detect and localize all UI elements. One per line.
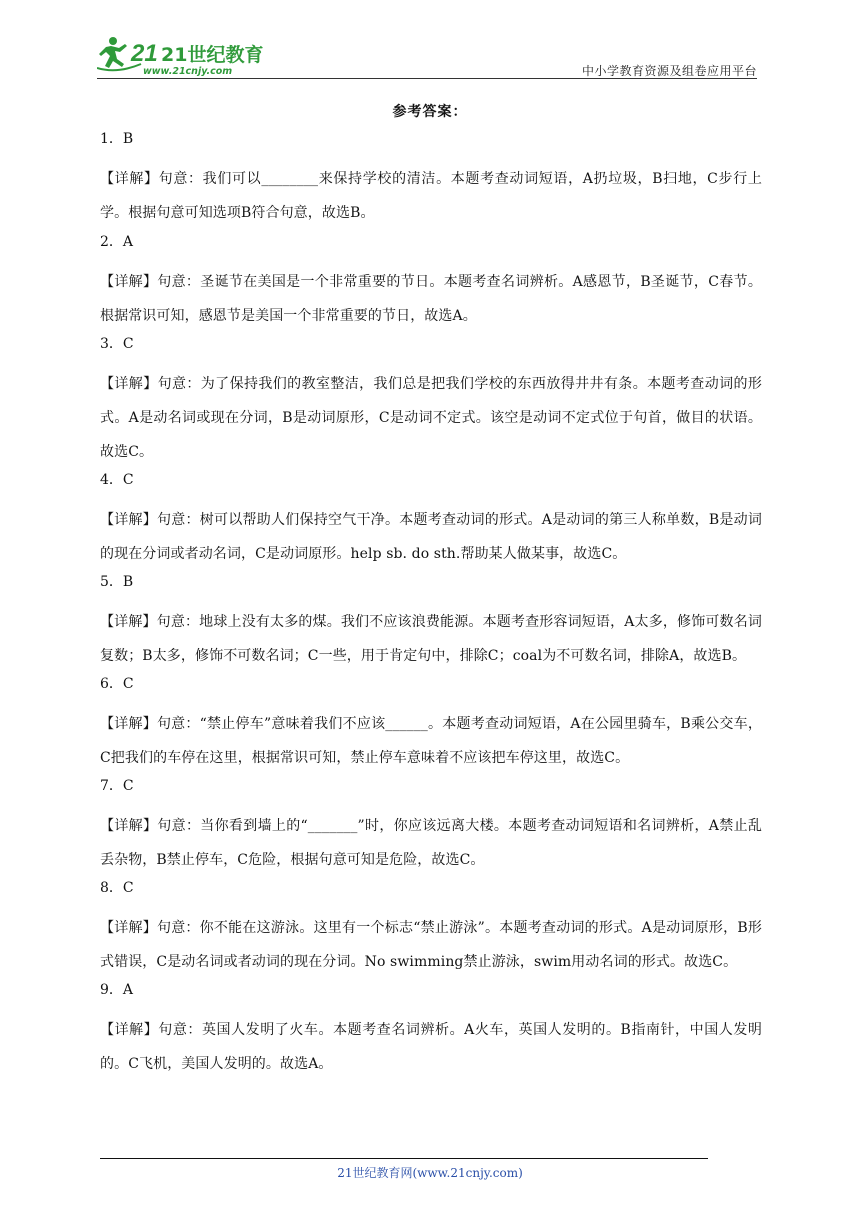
answer-number: 7．C [100,778,134,794]
answer-number: 9．A [100,982,134,998]
answer-explanation: 【详解】句意：我们可以________来保持学校的清洁。本题考查动词短语，A扔垃圾，B扫地，C步行上学。根据句意可知选项B符合句意，故选B。 [100,171,762,221]
answer-list [100,128,762,1081]
answer-number: 6．C [100,676,134,692]
footer-text[interactable]: 21世纪教育网(www.21cnjy.com) [337,1166,523,1180]
answer-explanation: 【详解】句意：地球上没有太多的煤。我们不应该浪费能源。本题考查形容词短语，A太多，修饰可数名词复数；B太多，修饰不可数名词；C一些，用于肯定句中，排除C；coal为不可数名词，排除A，故选B。 [100,614,762,664]
answer-number: 4．C [100,472,134,488]
header-divider [97,78,757,79]
answer-explanation: 【详解】句意：树可以帮助人们保持空气干净。本题考查动词的形式。A是动词的第三人称单数，B是动词的现在分词或者动名词，C是动词原形。help sb. do sth.帮助某人做某事，故选C。 [100,512,762,562]
answer-explanation: 【详解】句意：圣诞节在美国是一个非常重要的节日。本题考查名词辨析。A感恩节，B圣诞节，C春节。根据常识可知，感恩节是美国一个非常重要的节日，故选A。 [100,274,762,324]
logo-url: www.21cnjy.com [143,66,233,76]
answer-explanation: 【详解】句意：“禁止停车”意味着我们不应该______。本题考查动词短语，A在公园里骑车，B乘公交车，C把我们的车停在这里，根据常识可知，禁止停车意味着不应该把车停这里，故选C。 [100,716,762,766]
svg-text:21: 21 [131,40,158,67]
page-title: 参考答案： [392,104,468,120]
footer-divider [100,1158,708,1159]
answer-number: 1．B [100,131,134,147]
answer-explanation: 【详解】句意：英国人发明了火车。本题考查名词辨析。A火车，英国人发明的。B指南针，中国人发明的。C飞机，美国人发明的。故选A。 [100,1022,762,1072]
answer-number: 3．C [100,336,134,352]
platform-name: 中小学教育资源及组卷应用平台 [581,64,757,78]
answer-number: 5．B [100,574,134,590]
answer-explanation: 【详解】句意：当你看到墙上的“_______”时，你应该远离大楼。本题考查动词短语和名词辨析，A禁止乱丢杂物，B禁止停车，C危险，根据句意可知是危险，故选C。 [100,818,762,868]
answer-explanation: 【详解】句意：为了保持我们的教室整洁，我们总是把我们学校的东西放得井井有条。本题考查动词的形式。A是动名词或现在分词，B是动词原形，C是动词不定式。该空是动词不定式位于句首，做目的状语。故选C。 [100,376,762,460]
answer-number: 8．C [100,880,134,896]
answer-number: 2．A [100,234,134,250]
21cnjy-logo [97,34,267,76]
answer-explanation: 【详解】句意：你不能在这游泳。这里有一个标志“禁止游泳”。本题考查动词的形式。A是动词原形，B形式错误，C是动名词或者动词的现在分词。No swimming禁止游泳，swim用动名词的形式。故选C。 [100,920,762,970]
page-header [97,30,757,78]
logo-text: 21世纪教育 [161,44,264,66]
